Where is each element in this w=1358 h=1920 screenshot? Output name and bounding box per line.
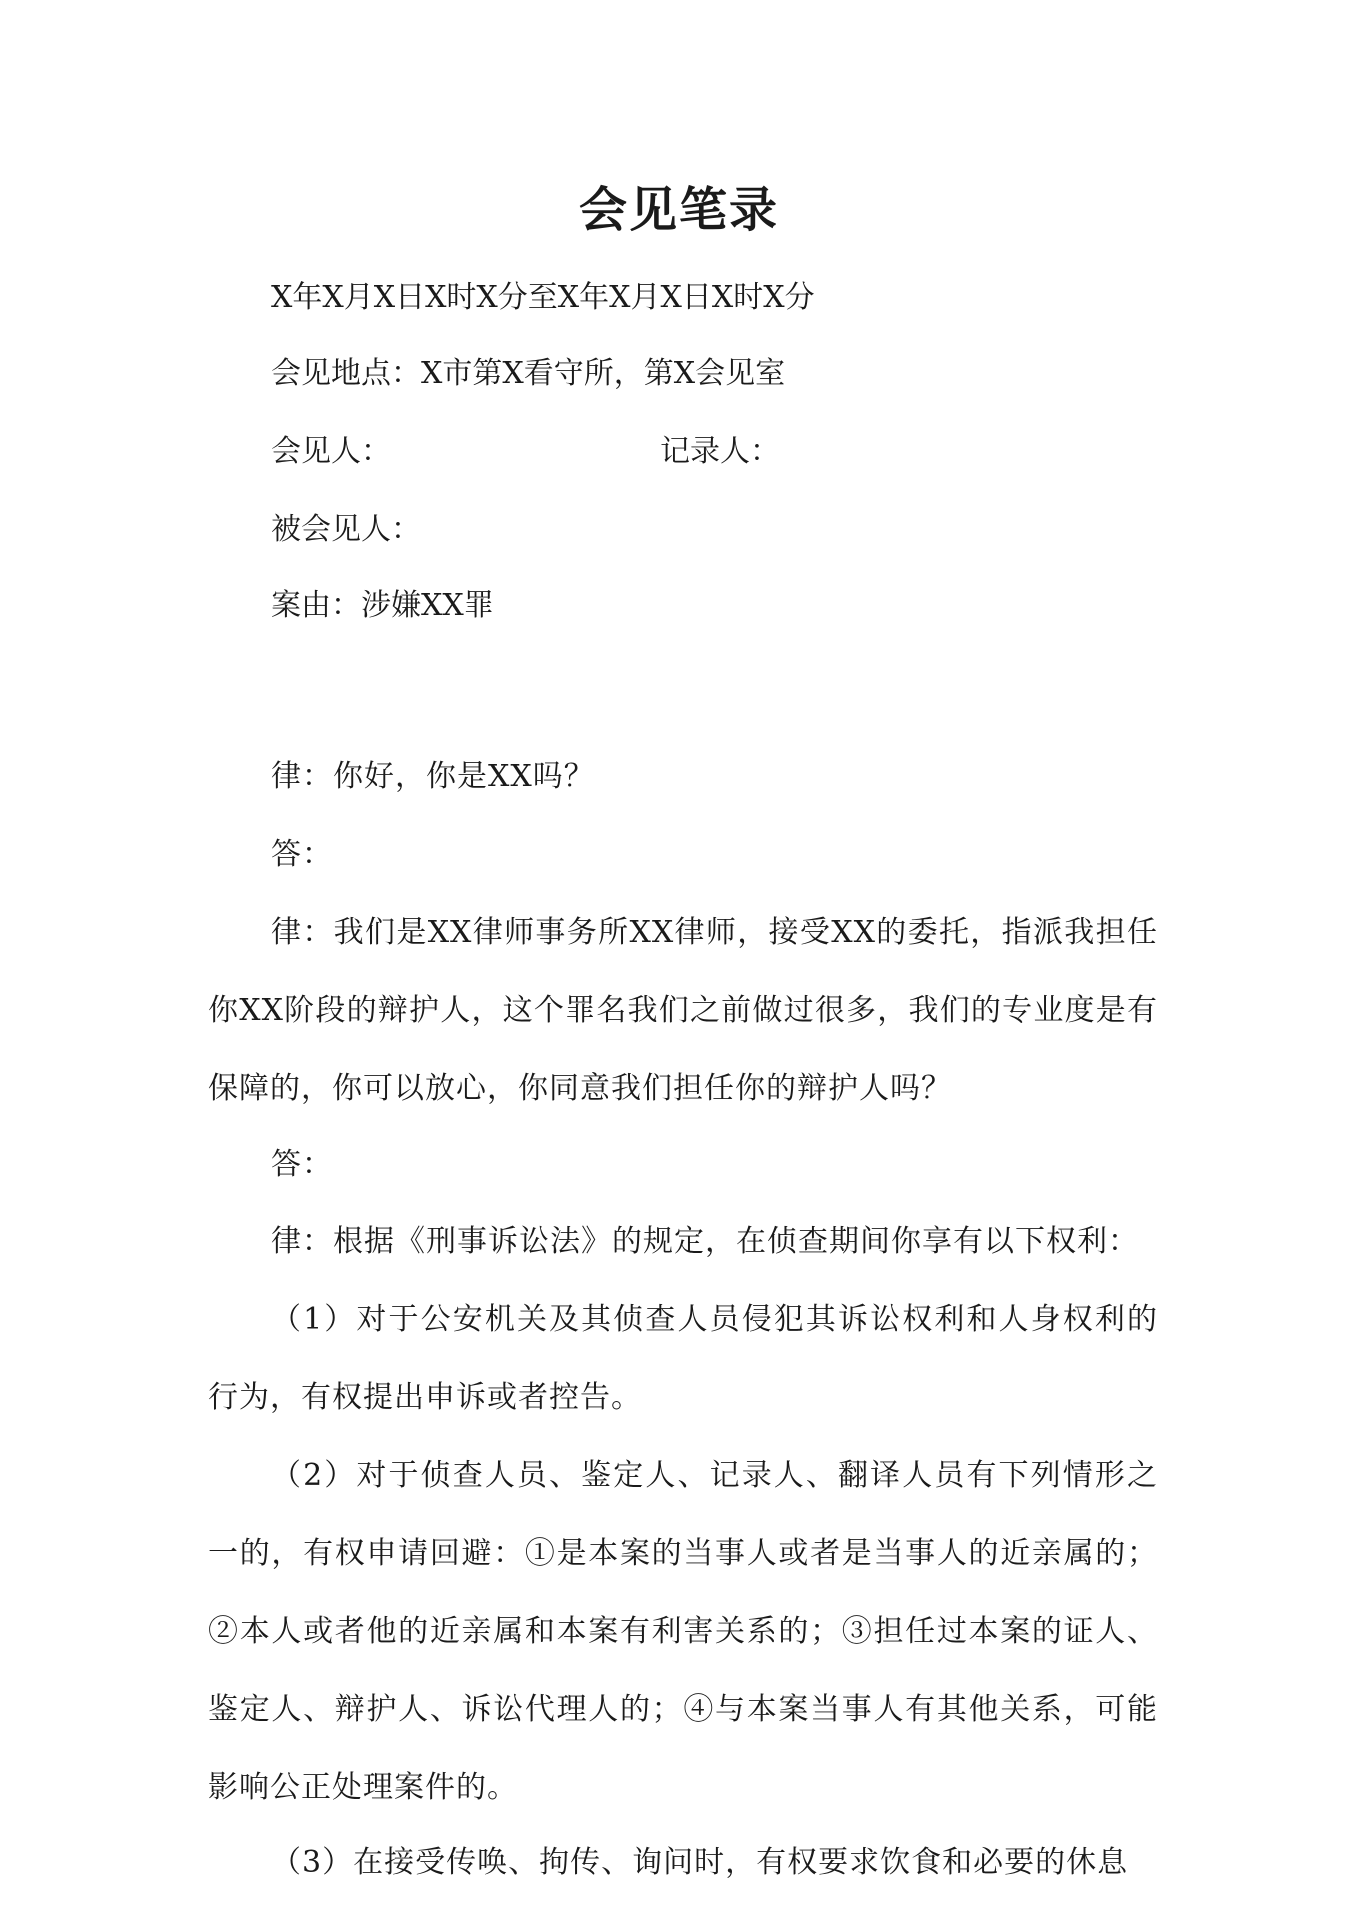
interviewer-label: 会见人： bbox=[271, 434, 391, 469]
case-line: 案由：涉嫌XX罪 bbox=[271, 588, 494, 623]
interviewee-label: 被会见人： bbox=[271, 512, 421, 547]
location-line: 会见地点：X市第X看守所，第X会见室 bbox=[271, 356, 786, 391]
recorder-label: 记录人： bbox=[660, 434, 780, 469]
transcript-paragraph: （3）在接受传唤、拘传、询问时，有权要求饮食和必要的休息 bbox=[271, 1845, 1129, 1880]
transcript-paragraph: （2）对于侦查人员、鉴定人、记录人、翻译人员有下列情形之一的，有权申请回避：①是本案的当事人或者是当事人的近亲属的；②本人或者他的近亲属和本案有利害关系的；③担任过本案的证人、鉴定人、辩护人、诉讼代理人的；④与本案当事人有其他关系，可能影响公正处理案件的。 bbox=[208, 1458, 1158, 1805]
document-title: 会见笔录 bbox=[578, 182, 779, 238]
transcript-paragraph: 律：你好，你是XX吗？ bbox=[271, 759, 595, 794]
transcript-paragraph: 律：根据《刑事诉讼法》的规定，在侦查期间你享有以下权利： bbox=[271, 1224, 1139, 1259]
transcript-paragraph: （1）对于公安机关及其侦查人员侵犯其诉讼权利和人身权利的行为，有权提出申诉或者控告。 bbox=[208, 1302, 1158, 1415]
transcript-paragraph: 律：我们是XX律师事务所XX律师，接受XX的委托，指派我担任你XX阶段的辩护人，这个罪名我们之前做过很多，我们的专业度是有保障的，你可以放心，你同意我们担任你的辩护人吗？ bbox=[208, 915, 1158, 1106]
transcript-paragraph: 答： bbox=[271, 837, 333, 872]
time-line: X年X月X日X时X分至X年X月X日X时X分 bbox=[271, 280, 815, 315]
transcript-paragraph: 答： bbox=[271, 1147, 333, 1182]
